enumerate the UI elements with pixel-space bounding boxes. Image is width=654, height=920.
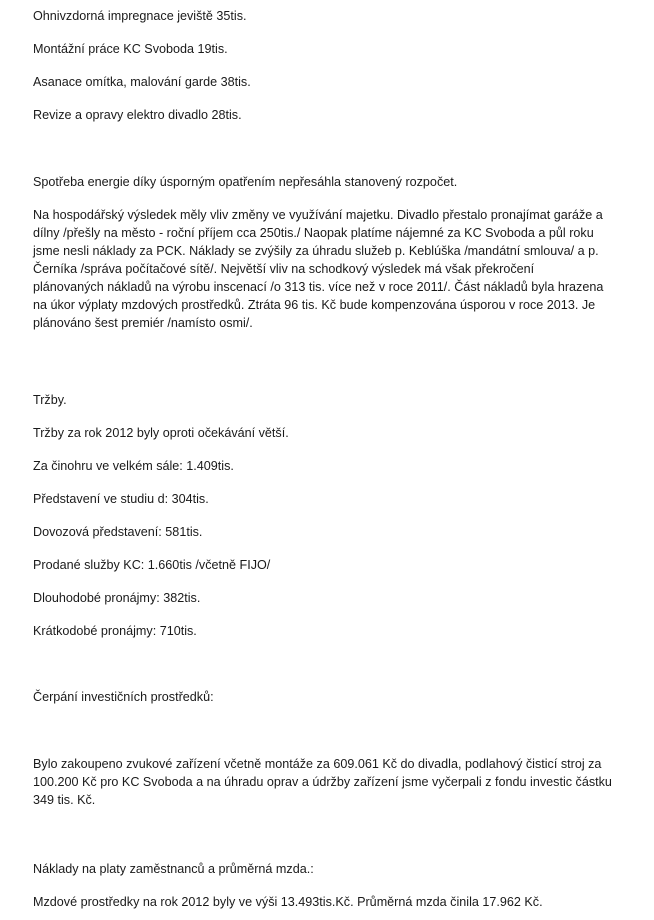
- paragraph-line: jsme nesli náklady za PCK. Náklady se zvýšily za úhradu služeb p. Keblúška /mandátní smlouva/ a p.: [33, 244, 599, 258]
- revenue-heading: Tržby.: [33, 393, 67, 407]
- paragraph-line: plánovaných nákladů na výrobu inscenací /o 313 tis. více než v roce 2011/. Část nákladů byla hrazena: [33, 280, 604, 294]
- wages-heading: Náklady na platy zaměstnanců a průměrná mzda.:: [33, 862, 314, 876]
- revenue-item-short-rent: Krátkodobé pronájmy: 710tis.: [33, 624, 197, 638]
- paragraph-line: 349 tis. Kč.: [33, 793, 96, 807]
- paragraph-line: plánováno šest premiér /namísto osmi/.: [33, 316, 253, 330]
- revenue-item-studio: Představení ve studiu d: 304tis.: [33, 492, 209, 506]
- cost-line-fireproofing: Ohnivzdorná impregnace jeviště 35tis.: [33, 9, 247, 23]
- wages-paragraph: Mzdové prostředky na rok 2012 byly ve výši 13.493tis.Kč. Průměrná mzda činila 17.962 Kč.: [33, 895, 543, 909]
- revenue-item-services: Prodané služby KC: 1.660tis /včetně FIJO/: [33, 558, 271, 572]
- paragraph-line: Bylo zakoupeno zvukové zařízení včetně montáže za 609.061 Kč do divadla, podlahový čisticí stroj za: [33, 757, 602, 771]
- investment-paragraph: [33, 755, 633, 809]
- economic-result-paragraph: [33, 206, 633, 332]
- revenue-item-long-rent: Dlouhodobé pronájmy: 382tis.: [33, 591, 201, 605]
- revenue-item-imported: Dovozová představení: 581tis.: [33, 525, 203, 539]
- revenue-intro: Tržby za rok 2012 byly oproti očekávání větší.: [33, 426, 289, 440]
- paragraph-line: 100.200 Kč pro KC Svoboda a na úhradu oprav a údržby zařízení jsme vyčerpali z fondu investic částku: [33, 775, 612, 789]
- energy-statement: Spotřeba energie díky úsporným opatřením nepřesáhla stanovený rozpočet.: [33, 175, 458, 189]
- cost-line-electrical: Revize a opravy elektro divadlo 28tis.: [33, 108, 242, 122]
- paragraph-line: Černíka /správa počítačové sítě/. Největší vliv na schodkový výsledek má však překročení: [33, 262, 535, 276]
- paragraph-line: na úkor výplaty mzdových prostředků. Ztráta 96 tis. Kč bude kompenzována úsporou v roce 2013. Je: [33, 298, 596, 312]
- paragraph-line: dílny /přešly na město - roční příjem cca 250tis./ Naopak platíme nájemné za KC Svoboda a půl roku: [33, 226, 594, 240]
- cost-line-plaster: Asanace omítka, malování garde 38tis.: [33, 75, 251, 89]
- investment-heading: Čerpání investičních prostředků:: [33, 690, 214, 704]
- cost-line-assembly: Montážní práce KC Svoboda 19tis.: [33, 42, 228, 56]
- paragraph-line: Na hospodářský výsledek měly vliv změny ve využívání majetku. Divadlo přestalo pronajímat garáže a: [33, 208, 603, 222]
- revenue-item-drama: Za činohru ve velkém sále: 1.409tis.: [33, 459, 234, 473]
